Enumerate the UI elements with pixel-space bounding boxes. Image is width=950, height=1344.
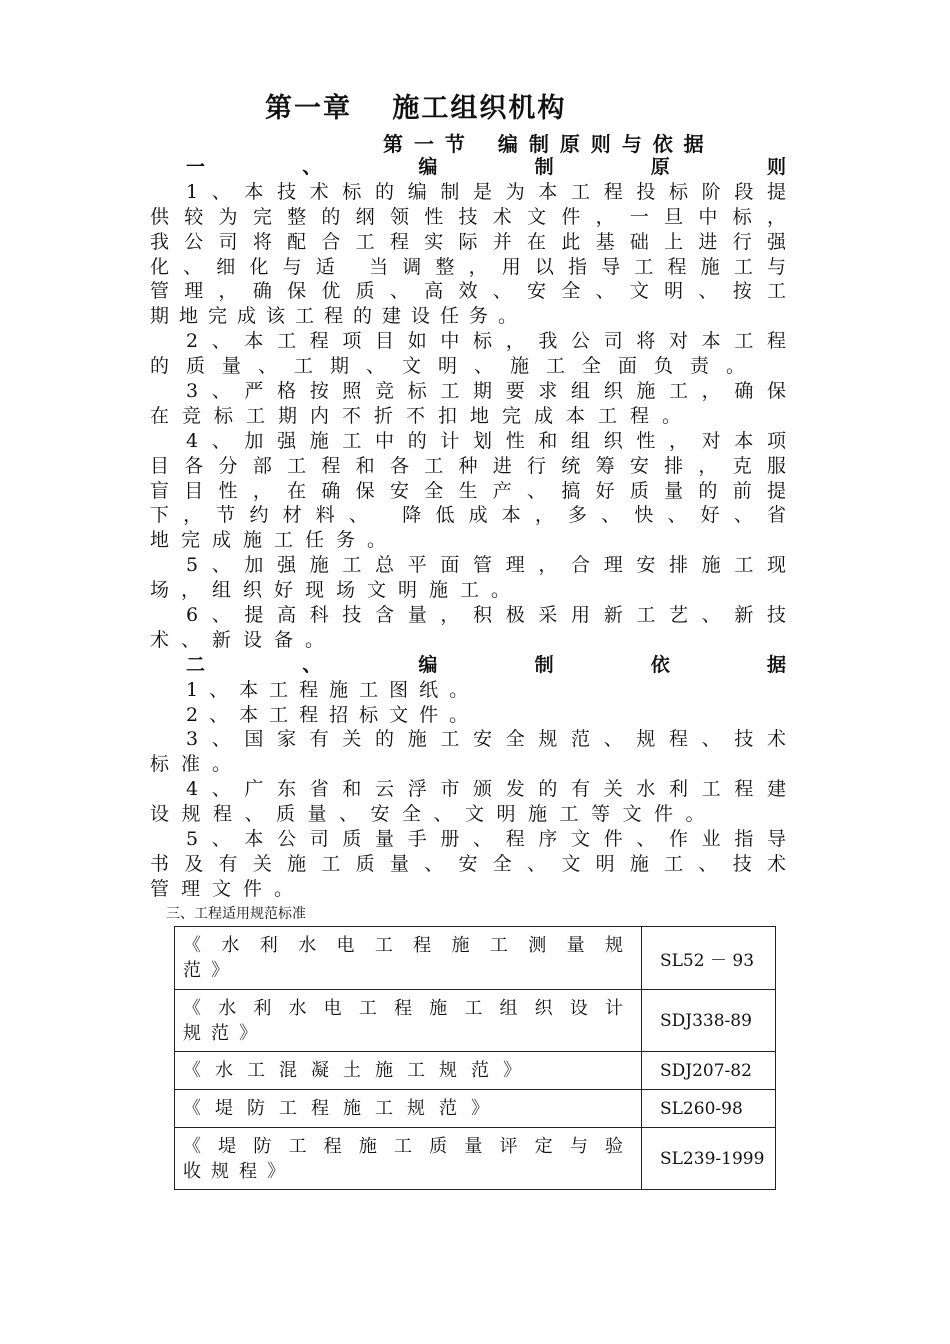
paragraph-line: 术、新设备。 [150, 628, 337, 651]
standard-code: SL52 － 93 [642, 927, 776, 990]
paragraph-line: 地完成施工任务。 [150, 529, 399, 552]
paragraph-line: 供较为完整的纲领性技术文件，一旦中标， [150, 205, 787, 228]
standard-name-line: 《堤防工程施工规范》 [183, 1098, 503, 1119]
standard-name-line: 范》 [183, 960, 239, 981]
standard-name-line: 规范》 [183, 1022, 267, 1044]
part2-heading: 二 、 编 制 依 据 [186, 653, 787, 676]
table-row [175, 927, 776, 990]
standard-code: SDJ338-89 [642, 990, 776, 1052]
paragraph-line: 5、本公司质量手册、程序文件、作业指导 [186, 828, 787, 851]
standard-name [175, 1128, 642, 1190]
paragraph-line: 标准。 [150, 753, 244, 776]
paragraph-line: 6、提高科技含量，积极采用新工艺、新技 [186, 604, 787, 627]
standard-name [175, 1090, 642, 1128]
paragraph-line: 5、加强施工总平面管理，合理安排施工现 [186, 554, 787, 577]
paragraph-line: 4、广东省和云浮市颁发的有关水利工程建 [186, 778, 787, 801]
table-row [175, 1090, 776, 1128]
paragraph-line: 3、严格按照竞标工期要求组织施工，确保 [186, 380, 787, 403]
table-row [175, 1128, 776, 1190]
paragraph-line: 2、本工程招标文件。 [186, 703, 480, 726]
standard-name [175, 990, 642, 1052]
part3-heading: 三、工程适用规范标准 [166, 906, 306, 922]
paragraph-line: 我公司将配合工程实际并在此基础上进行强 [150, 230, 787, 253]
paragraph-line: 1、本工程施工图纸。 [186, 678, 480, 701]
paragraph-line: 期地完成该工程的建设任务。 [150, 305, 528, 328]
paragraph-line: 3、国家有关的施工安全规范、规程、技术 [186, 728, 787, 751]
standard-name-line: 《水利水电工程施工测量规 [183, 935, 623, 956]
standard-name-line: 《水利水电工程施工组织设计 [183, 997, 623, 1019]
paragraph-line: 1、本技术标的编制是为本工程投标阶段提 [186, 180, 787, 203]
table-row [175, 1052, 776, 1090]
paragraph-line: 场，组织好现场文明施工。 [150, 579, 523, 602]
paragraph-line: 在竞标工期内不折不扣地完成本工程。 [150, 404, 695, 427]
paragraph-line: 盲目性，在确保安全生产、搞好质量的前提 [150, 479, 787, 502]
paragraph-line: 目各分部工程和各工种进行统筹安排，克服 [150, 454, 787, 477]
paragraph-line: 化、细化与适 当调整，用以指导工程施工与 [150, 255, 787, 278]
standard-name [175, 927, 642, 990]
paragraph-line: 2、本工程项目如中标，我公司将对本工程 [186, 330, 787, 353]
chapter-title: 第一章 施工组织机构 [265, 93, 567, 124]
standards-table [174, 926, 776, 1190]
part1-heading: 一 、 编 制 原 则 [186, 156, 787, 178]
paragraph-line: 的质量、工期、文明、施工全面负责。 [150, 355, 763, 378]
standard-name-line: 收规程》 [183, 1160, 295, 1182]
standard-name-line: 《堤防工程施工质量评定与验 [183, 1135, 623, 1157]
document-body [150, 155, 787, 902]
paragraph-line: 4、加强施工中的计划性和组织性，对本项 [186, 429, 787, 452]
section-title: 第 一 节 编 制 原 则 与 依 据 [383, 132, 706, 156]
standard-name [175, 1052, 642, 1090]
paragraph-line: 管理，确保优质、高效、安全、文明、按工 [150, 280, 787, 303]
paragraph-line: 下，节约材料、 降低成本，多、快、好、省 [150, 504, 787, 527]
paragraph-line: 书及有关施工质量、安全、文明施工、技术 [150, 852, 787, 875]
standard-name-line: 《水工混凝土施工规范》 [183, 1060, 535, 1081]
paragraph-line: 管理文件。 [150, 877, 306, 900]
standard-code: SDJ207-82 [642, 1052, 776, 1090]
standard-code: SL239-1999 [642, 1128, 776, 1190]
table-row [175, 990, 776, 1052]
paragraph-line: 设规程、质量、安全、文明施工等文件。 [150, 803, 718, 826]
standard-code: SL260-98 [642, 1090, 776, 1128]
